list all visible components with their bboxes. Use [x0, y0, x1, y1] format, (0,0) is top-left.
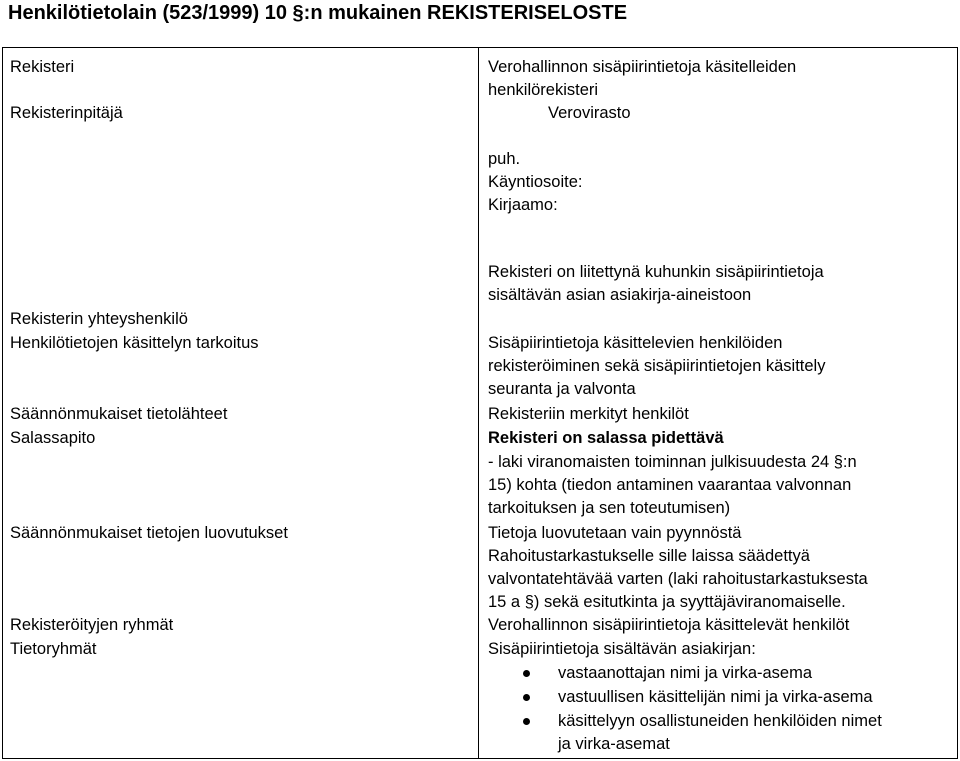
list-item: vastaanottajan nimi ja virka-asema [558, 664, 813, 682]
label-luovutukset: Säännönmukaiset tietojen luovutukset [10, 524, 288, 542]
value-salassa-line3: 15) kohta (tiedon antaminen vaarantaa valvonnan [488, 476, 852, 494]
value-salassa-line4: tarkoituksen ja sen toteutumisen) [488, 499, 731, 517]
list-item: vastuullisen käsittelijän nimi ja virka-asema [558, 688, 873, 706]
value-luovutus-line2: Rahoitustarkastukselle sille laissa säädettyä [488, 547, 810, 565]
value-salassa-heading: Rekisteri on salassa pidettävä [488, 429, 724, 447]
value-tarkoitus-line2: rekisteröiminen sekä sisäpiirintietojen käsittely [488, 357, 826, 375]
bullet-icon [523, 718, 530, 725]
table-column-divider [478, 47, 479, 759]
label-salassapito: Salassapito [10, 429, 96, 447]
value-ryhmat: Verohallinnon sisäpiirintietoja käsittelevät henkilöt [488, 616, 850, 634]
value-salassa-line2: - laki viranomaisten toiminnan julkisuudesta 24 §:n [488, 453, 857, 471]
label-tarkoitus: Henkilötietojen käsittelyn tarkoitus [10, 334, 259, 352]
value-rekisteri-line1: Verohallinnon sisäpiirintietoja käsitelleiden [488, 58, 797, 76]
value-tietoryhmat-intro: Sisäpiirintietoja sisältävän asiakirjan: [488, 640, 756, 658]
table-right-border [957, 47, 958, 759]
table-top-border [2, 47, 958, 48]
value-yhteys-line2: sisältävän asian asiakirja-aineistoon [488, 286, 752, 304]
value-rekisterinpitaja: Verovirasto [548, 104, 631, 122]
value-rekisteri-line2: henkilörekisteri [488, 81, 599, 99]
value-tietolahteet: Rekisteriin merkityt henkilöt [488, 405, 689, 423]
list-item: käsittelyyn osallistuneiden henkilöiden nimet [558, 712, 882, 730]
list-item-continuation: ja virka-asemat [558, 735, 670, 753]
bullet-icon [523, 670, 530, 677]
label-ryhmat: Rekisteröityjen ryhmät [10, 616, 174, 634]
value-luovutus-line3: valvontatehtävää varten (laki rahoitustarkastuksesta [488, 570, 868, 588]
table-bottom-border [2, 758, 958, 759]
label-tietoryhmat: Tietoryhmät [10, 640, 97, 658]
bullet-icon [523, 694, 530, 701]
value-tarkoitus-line3: seuranta ja valvonta [488, 380, 636, 398]
value-puh: puh. [488, 150, 521, 168]
value-luovutus-line4: 15 a §) sekä esitutkinta ja syyttäjäviranomaiselle. [488, 593, 846, 611]
value-tarkoitus-line1: Sisäpiirintietoja käsittelevien henkilöiden [488, 334, 783, 352]
label-yhteyshenkilo: Rekisterin yhteyshenkilö [10, 310, 188, 328]
value-luovutus-line1: Tietoja luovutetaan vain pyynnöstä [488, 524, 742, 542]
label-tietolahteet: Säännönmukaiset tietolähteet [10, 405, 228, 423]
value-yhteys-line1: Rekisteri on liitettynä kuhunkin sisäpiirintietoja [488, 263, 824, 281]
label-rekisterinpitaja: Rekisterinpitäjä [10, 104, 123, 122]
value-kirjaamo: Kirjaamo: [488, 196, 558, 214]
table-left-border [2, 47, 3, 759]
label-rekisteri: Rekisteri [10, 58, 75, 76]
document-title: Henkilötietolain (523/1999) 10 §:n mukainen REKISTERISELOSTE [8, 2, 628, 24]
value-kayntiosoite: Käyntiosoite: [488, 173, 583, 191]
